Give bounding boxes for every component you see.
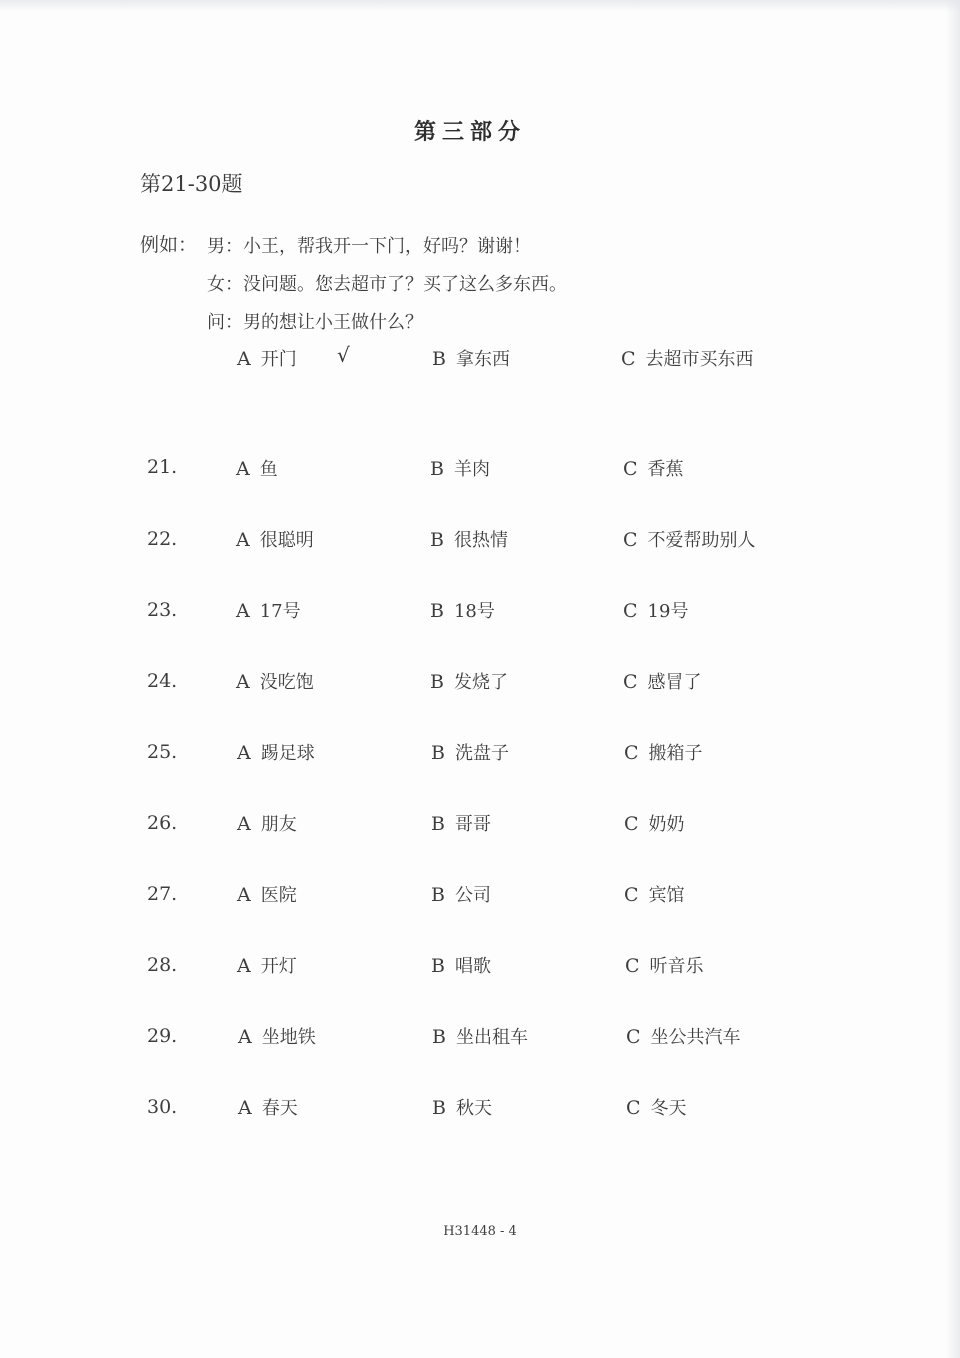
question-number: 23. (147, 599, 178, 621)
option-b: B 秋天 (432, 1097, 492, 1119)
option-b: B 发烧了 (430, 671, 508, 693)
example-question: 问：男的想让小王做什么？ (207, 312, 423, 333)
option-a: A 开灯 (237, 955, 297, 977)
section-title: 第三部分 (413, 119, 526, 145)
question-number: 30. (147, 1096, 178, 1118)
option-a: A 踢足球 (237, 742, 315, 764)
option-b: B 公司 (431, 884, 491, 906)
option-c: C 搬箱子 (624, 742, 703, 764)
question-number: 28. (147, 954, 178, 976)
option-c: C 感冒了 (623, 671, 702, 693)
page-code: H31448 - 4 (443, 1224, 517, 1239)
checkmark-icon: √ (337, 343, 350, 367)
option-a: A 医院 (237, 884, 297, 906)
option-b: B 很热情 (430, 529, 508, 551)
option-a: A 春天 (238, 1097, 298, 1119)
example-dialogue-woman: 女：没问题。您去超市了？买了这么多东西。 (207, 274, 567, 295)
question-number: 22. (147, 528, 178, 550)
example-option-b: B 拿东西 (432, 348, 510, 370)
option-c: C 奶奶 (624, 813, 685, 835)
option-c: C 香蕉 (623, 458, 684, 480)
option-c: C 宾馆 (624, 884, 685, 906)
question-number: 24. (147, 670, 178, 692)
option-a: A 坐地铁 (238, 1026, 316, 1048)
question-number: 26. (147, 812, 178, 834)
option-c: C 听音乐 (625, 955, 704, 977)
example-option-c: C 去超市买东西 (621, 348, 754, 370)
option-b: B 哥哥 (431, 813, 491, 835)
option-c: C 冬天 (626, 1097, 687, 1119)
question-range: 第21-30题 (140, 172, 243, 196)
question-number: 27. (147, 883, 178, 905)
example-option-a: A 开门 (237, 348, 297, 370)
option-a: A 很聪明 (236, 529, 314, 551)
option-a: A 没吃饱 (236, 671, 314, 693)
scan-shadow-right (946, 0, 960, 1358)
option-b: B 坐出租车 (432, 1026, 528, 1048)
option-a: A 鱼 (236, 458, 278, 480)
scan-shadow-top (0, 0, 960, 12)
option-b: B 羊肉 (430, 458, 490, 480)
example-dialogue-man: 男：小王，帮我开一下门，好吗？谢谢！ (207, 236, 531, 257)
option-c: C 坐公共汽车 (626, 1026, 741, 1048)
question-number: 29. (147, 1025, 178, 1047)
option-c: C 不爱帮助别人 (623, 529, 756, 551)
option-b: B 唱歌 (431, 955, 491, 977)
question-number: 25. (147, 741, 178, 763)
option-b: B 18号 (430, 600, 495, 622)
option-c: C 19号 (623, 600, 689, 622)
option-a: A 朋友 (237, 813, 297, 835)
example-label: 例如： (140, 234, 198, 256)
option-b: B 洗盘子 (431, 742, 509, 764)
question-number: 21. (147, 456, 178, 478)
option-a: A 17号 (236, 600, 301, 622)
